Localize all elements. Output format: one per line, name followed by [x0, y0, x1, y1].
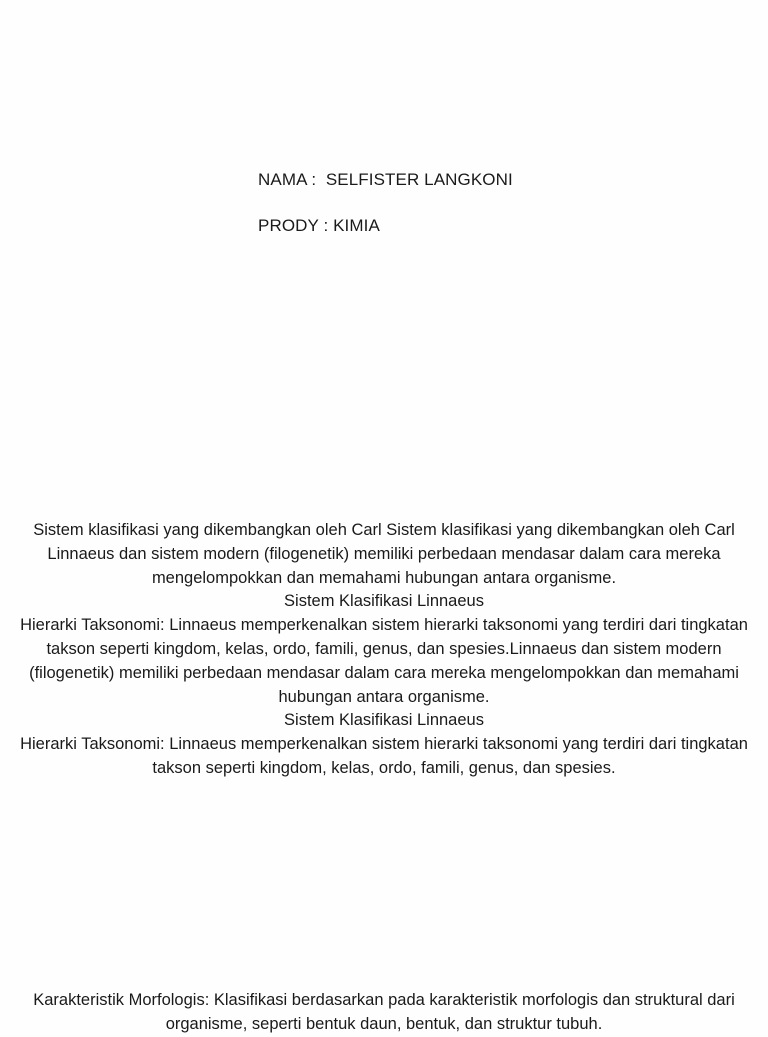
morphology-paragraph: Karakteristik Morfologis: Klasifikasi berdasarkan pada karakteristik morfologis dan struktural dari organisme, seperti bentuk daun, bentuk, dan struktur tubuh. — [33, 991, 735, 1033]
section-heading: Sistem Klasifikasi Linnaeus — [284, 711, 484, 730]
main-text-block — [14, 519, 754, 781]
student-name: NAMA : SELFISTER LANGKONI — [258, 170, 513, 189]
study-program: PRODY : KIMIA — [258, 216, 380, 235]
taxonomy-paragraph: Hierarki Taksonomi: Linnaeus memperkenalkan sistem hierarki taksonomi yang terdiri dari tingkatan takson seperti kingdom, kelas, ordo, famili, genus, dan spesies.Linnaeus dan sistem modern (filogenetik) memiliki perbedaan mendasar dalam cara mereka mengelompokkan dan memahami hubungan antara organisme. — [20, 616, 748, 706]
morphology-text-block — [14, 989, 754, 1037]
section-heading: Sistem Klasifikasi Linnaeus — [284, 592, 484, 611]
taxonomy-paragraph: Hierarki Taksonomi: Linnaeus memperkenalkan sistem hierarki taksonomi yang terdiri dari tingkatan takson seperti kingdom, kelas, ordo, famili, genus, dan spesies. — [20, 735, 748, 777]
intro-paragraph: Sistem klasifikasi yang dikembangkan oleh Carl Sistem klasifikasi yang dikembangkan oleh Carl Linnaeus dan sistem modern (filogenetik) memiliki perbedaan mendasar dalam cara mereka mengelompokkan dan memahami hubungan antara organisme. — [33, 521, 735, 587]
